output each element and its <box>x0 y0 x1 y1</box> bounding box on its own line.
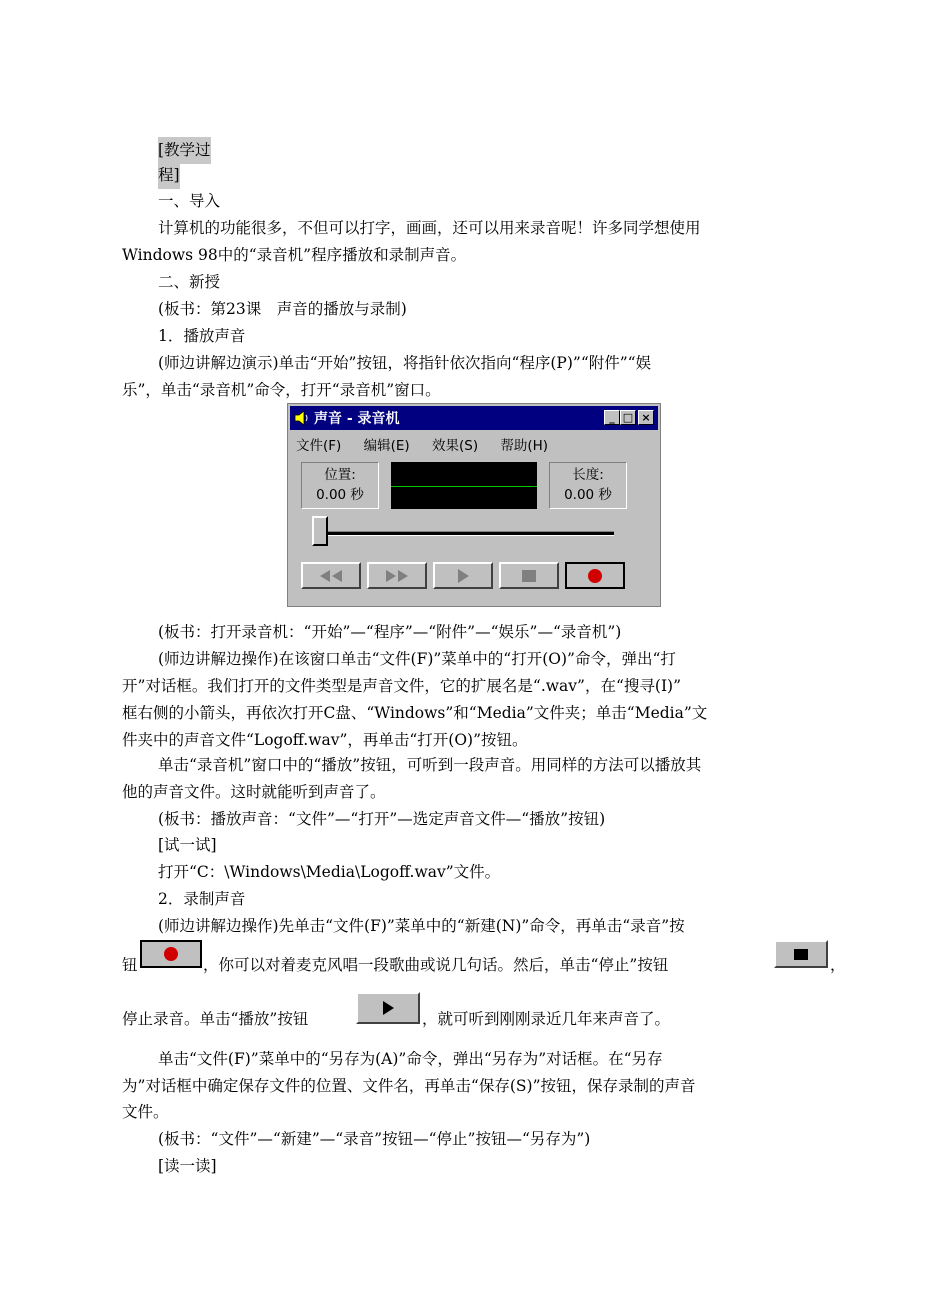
seek-thumb[interactable] <box>312 516 328 546</box>
paragraph: 开”对话框。我们打开的文件类型是声音文件，它的扩展名是“.wav”，在“搜寻(I)” <box>122 677 682 695</box>
paragraph: [读一读] <box>158 1157 217 1175</box>
record-icon <box>587 568 603 584</box>
seek-start-button[interactable] <box>301 562 361 589</box>
paragraph: (师边讲解边演示)单击“开始”按钮，将指针依次指向“程序(P)”“附件”“娱 <box>158 354 652 372</box>
stop-icon <box>522 570 536 582</box>
paragraph: (板书：播放声音：“文件”—“打开”—选定声音文件—“播放”按钮) <box>158 810 606 828</box>
paragraph: 计算机的功能很多，不但可以打字，画画，还可以用来录音呢！许多同学想使用 <box>158 219 701 237</box>
minimize-icon[interactable]: _ <box>604 410 620 425</box>
seek-track[interactable] <box>316 531 614 536</box>
title-bar <box>290 406 658 430</box>
menu-file[interactable]: 文件(F) <box>296 438 342 454</box>
paragraph: 二、新授 <box>158 273 221 291</box>
paragraph: 单击“文件(F)”菜单中的“另存为(A)”命令，弹出“另存为”对话框。在“另存 <box>158 1050 663 1068</box>
close-icon[interactable]: × <box>638 410 654 425</box>
paragraph: [试一试] <box>158 836 217 854</box>
paragraph: 打开“C：\Windows\Media\Logoff.wav”文件。 <box>158 863 501 881</box>
paragraph-segment: 停止录音。单击“播放”按钮 <box>122 1010 309 1028</box>
stop-icon <box>794 949 808 960</box>
waveform-display <box>391 462 537 509</box>
sound-recorder-window <box>287 403 661 607</box>
section-heading-line2: 程] <box>158 162 180 189</box>
play-button[interactable] <box>433 562 493 589</box>
paragraph: 他的声音文件。这时就能听到声音了。 <box>122 783 386 801</box>
paragraph: (师边讲解边操作)在该窗口单击“文件(F)”菜单中的“打开(O)”命令，弹出“打 <box>158 650 676 668</box>
inline-record-button <box>140 940 202 968</box>
position-value: 0.00 秒 <box>316 487 364 503</box>
menu-edit[interactable]: 编辑(E) <box>363 438 410 454</box>
record-button[interactable] <box>565 562 625 589</box>
menu-bar <box>296 434 566 454</box>
seek-end-button[interactable] <box>367 562 427 589</box>
speaker-icon <box>293 409 309 427</box>
position-panel <box>301 462 379 509</box>
window-title: 声音 - 录音机 <box>314 411 400 427</box>
stop-button[interactable] <box>499 562 559 589</box>
paragraph: (板书：打开录音机：“开始”—“程序”—“附件”—“娱乐”—“录音机”) <box>158 623 622 641</box>
position-label: 位置: <box>324 467 356 483</box>
paragraph: 2．录制声音 <box>158 890 246 908</box>
maximize-icon[interactable]: □ <box>620 410 636 425</box>
paragraph: (师边讲解边操作)先单击“文件(F)”菜单中的“新建(N)”命令，再单击“录音”按 <box>158 917 685 935</box>
inline-play-button <box>356 992 420 1024</box>
length-panel <box>549 462 627 509</box>
menu-effects[interactable]: 效果(S) <box>431 438 479 454</box>
rewind-icon <box>316 570 346 582</box>
record-icon <box>163 946 179 962</box>
paragraph-segment: 钮 <box>122 956 138 974</box>
play-icon <box>381 1001 395 1015</box>
fast-forward-icon <box>382 570 412 582</box>
paragraph: 件夹中的声音文件“Logoff.wav”，再单击“打开(O)”按钮。 <box>122 731 528 749</box>
paragraph: 为”对话框中确定保存文件的位置、文件名，再单击“保存(S)”按钮，保存录制的声音 <box>122 1077 696 1095</box>
paragraph: (板书：第23课 声音的播放与录制) <box>158 300 407 318</box>
paragraph: (板书：“文件”—“新建”—“录音”按钮—“停止”按钮—“另存为”) <box>158 1130 591 1148</box>
length-label: 长度: <box>572 467 604 483</box>
paragraph: 文件。 <box>122 1103 169 1121</box>
paragraph: 单击“录音机”窗口中的“播放”按钮，可听到一段声音。用同样的方法可以播放其 <box>158 756 702 774</box>
paragraph: 一、导入 <box>158 192 221 210</box>
length-value: 0.00 秒 <box>564 487 612 503</box>
paragraph-segment: ， <box>830 956 846 974</box>
paragraph-segment: ，就可听到刚刚录近几年来声音了。 <box>422 1010 671 1028</box>
play-icon <box>456 569 470 583</box>
waveform-line <box>391 486 537 487</box>
paragraph: 框右侧的小箭头，再依次打开C盘、“Windows”和“Media”文件夹；单击“Media”文 <box>122 704 708 722</box>
paragraph: 乐”，单击“录音机”命令，打开“录音机”窗口。 <box>122 381 441 399</box>
menu-help[interactable]: 帮助(H) <box>500 438 549 454</box>
paragraph-segment: ，你可以对着麦克风唱一段歌曲或说几句话。然后，单击“停止”按钮 <box>203 956 669 974</box>
inline-stop-button <box>774 940 828 968</box>
paragraph: Windows 98中的“录音机”程序播放和录制声音。 <box>122 246 467 264</box>
paragraph: 1．播放声音 <box>158 327 246 345</box>
section-heading-line1: [教学过 <box>158 137 211 164</box>
